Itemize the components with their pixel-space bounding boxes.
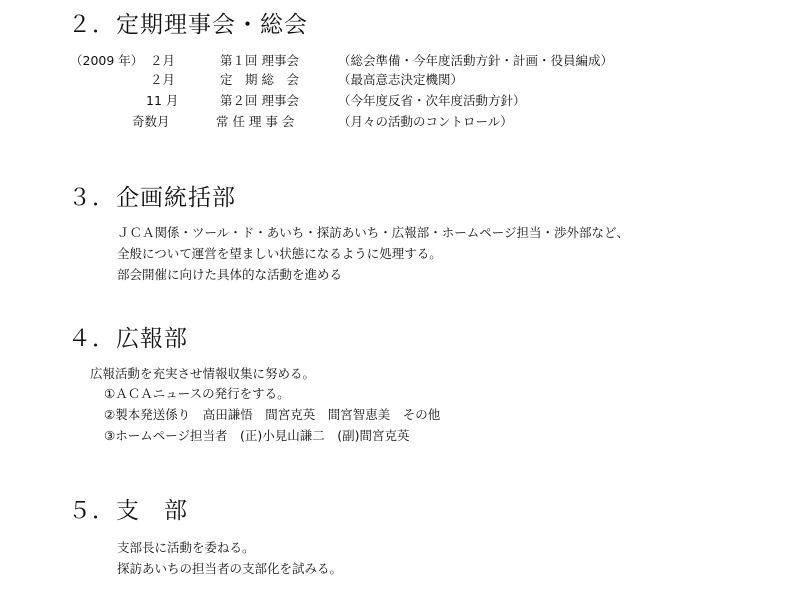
section3-line: ＪＣＡ関係・ツール・ド・あいち・探訪あいち・広報部・ホームページ担当・渉外部など、	[117, 225, 630, 240]
section4-item: ③ホームページ担当者 (正)小見山謙二 (副)間宮克英	[104, 428, 410, 443]
section3-line: 全般について運営を望ましい状態になるように処理する。	[117, 246, 442, 261]
section4-item: ①ＡＣＡニュースの発行をする。	[104, 386, 290, 401]
year-label: （2009 年）	[70, 53, 144, 68]
schedule-event: 定 期 総 会	[220, 72, 299, 87]
schedule-event: 第２回 理事会	[220, 93, 299, 108]
section2-heading: ２．定期理事会・総会	[68, 12, 308, 38]
schedule-note: （今年度反省・次年度活動方針）	[338, 93, 526, 108]
section5-line: 支部長に活動を委ねる。	[117, 540, 255, 555]
schedule-month: 奇数月	[132, 114, 170, 129]
section3-heading: ３．企画統括部	[68, 185, 236, 211]
section4-heading: ４．広報部	[68, 326, 188, 352]
schedule-note: （総会準備・今年度活動方針・計画・役員編成）	[338, 53, 614, 68]
schedule-month: ２月	[150, 53, 176, 68]
section4-item: ②製本発送係り 高田謙悟 間宮克英 間宮智恵美 その他	[104, 407, 441, 422]
section3-line: 部会開催に向けた具体的な活動を進める	[117, 267, 343, 282]
section5-line: 探訪あいちの担当者の支部化を試みる。	[117, 561, 343, 576]
schedule-month: ２月	[150, 72, 176, 87]
schedule-month: 11 月	[146, 93, 179, 108]
schedule-event: 第１回 理事会	[220, 53, 299, 68]
schedule-event: 常 任 理 事 会	[216, 114, 295, 129]
section4-intro: 広報活動を充実させ情報収集に努める。	[90, 366, 316, 381]
schedule-note: （月々の活動のコントロール）	[338, 114, 513, 129]
section5-heading: ５．支 部	[68, 498, 188, 524]
schedule-note: （最高意志決定機関）	[338, 72, 464, 87]
